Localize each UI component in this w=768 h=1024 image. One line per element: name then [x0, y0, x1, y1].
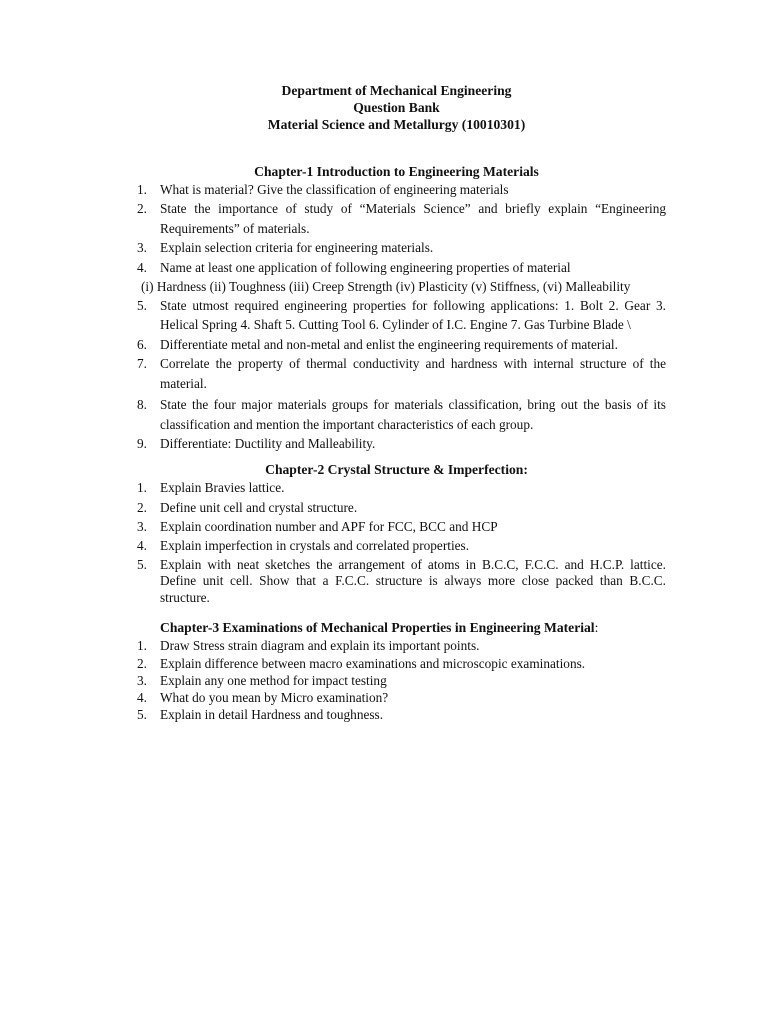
- question-4-sublist: (i) Hardness (ii) Toughness (iii) Creep Strength (iv) Plasticity (v) Stiffness, (vi) Malleability: [141, 279, 631, 295]
- question-number: 3.: [137, 672, 147, 688]
- question-number: 1.: [137, 182, 147, 197]
- question-text: Correlate the property of thermal conductivity and hardness with internal structure of the material.: [160, 356, 666, 391]
- question-number: 6.: [137, 336, 147, 352]
- question-text: Explain in detail Hardness and toughness.: [160, 707, 384, 723]
- question-text: What is material? Give the classification of engineering materials: [160, 182, 509, 197]
- question-item: [137, 655, 666, 672]
- department-title: Department of Mechanical Engineering: [281, 83, 512, 98]
- question-number: 2.: [137, 499, 147, 515]
- chapter-1-questions: [137, 180, 666, 453]
- question-item: [137, 557, 666, 607]
- question-item: [137, 434, 666, 453]
- question-item: [137, 296, 666, 335]
- chapter-3-heading-colon: :: [594, 620, 599, 636]
- question-number: 1.: [137, 480, 147, 496]
- question-text: Explain imperfection in crystals and correlated properties.: [160, 537, 470, 553]
- question-item: [137, 395, 666, 434]
- question-number: 9.: [137, 436, 147, 452]
- question-number: 3.: [137, 240, 147, 256]
- question-number: 2.: [137, 655, 147, 671]
- question-number: 4.: [137, 537, 147, 553]
- question-number: 1.: [137, 638, 147, 654]
- question-number: 5.: [137, 707, 147, 723]
- question-item: [137, 672, 666, 689]
- question-text: Explain Bravies lattice.: [160, 480, 285, 496]
- question-text: Differentiate metal and non-metal and enlist the engineering requirements of material.: [160, 336, 618, 352]
- subject-title: Material Science and Metallurgy (10010301): [267, 117, 526, 132]
- question-item: [137, 706, 666, 723]
- question-number: 7.: [137, 356, 147, 372]
- question-item: [137, 199, 666, 238]
- question-number: 2.: [137, 201, 147, 217]
- question-text: Define unit cell and crystal structure.: [160, 499, 358, 515]
- document-header: [127, 82, 666, 133]
- chapter-3-questions: [137, 637, 666, 723]
- question-item: [137, 500, 666, 517]
- question-text: Explain coordination number and APF for FCC, BCC and HCP: [160, 518, 498, 534]
- question-number: 4.: [137, 259, 147, 275]
- question-text: Explain any one method for impact testing: [160, 672, 387, 688]
- question-text: Explain selection criteria for engineering materials.: [160, 240, 434, 256]
- question-number: 5.: [137, 556, 147, 572]
- chapter-3-heading-text: Chapter-3 Examinations of Mechanical Properties in Engineering Material: [160, 620, 595, 636]
- question-text: State utmost required engineering properties for following applications: 1. Bolt 2. Gear 3. Helical Spring 4. Shaft 5. Cutting Tool 6. Cylinder of I.C. Engine 7. Gas Turbine Blade \: [160, 298, 666, 333]
- question-item: [137, 637, 666, 654]
- question-text: Explain difference between macro examinations and microscopic examinations.: [160, 655, 586, 671]
- question-item: [137, 519, 666, 536]
- question-text: Explain with neat sketches the arrangement of atoms in B.C.C, F.C.C. and H.C.P. lattice. Define unit cell. Show that a F.C.C. structure is always more close packed than B.C.C. structure.: [160, 556, 666, 605]
- question-item: [137, 480, 666, 497]
- question-number: 5.: [137, 298, 147, 314]
- question-item: [137, 354, 666, 393]
- question-text: State the importance of study of “Materials Science” and briefly explain “Engineering Requirements” of materials.: [160, 201, 666, 236]
- question-item: [137, 180, 666, 199]
- question-text: What do you mean by Micro examination?: [160, 689, 389, 705]
- question-item: [137, 335, 666, 354]
- document-type: Question Bank: [353, 100, 440, 115]
- question-number: 4.: [137, 689, 147, 705]
- chapter-1-heading: Chapter-1 Introduction to Engineering Materials: [254, 164, 539, 179]
- chapter-3-heading: [137, 619, 666, 636]
- question-number: 8.: [137, 397, 147, 413]
- question-item: [137, 538, 666, 555]
- chapter-2-heading: Chapter-2 Crystal Structure & Imperfection:: [265, 462, 528, 478]
- question-item: [137, 258, 666, 277]
- question-text: Draw Stress strain diagram and explain its important points.: [160, 638, 480, 654]
- question-text: Name at least one application of following engineering properties of material: [160, 259, 571, 275]
- question-text: State the four major materials groups for materials classification, bring out the basis of its classification and mention the important characteristics of each group.: [160, 397, 666, 432]
- chapter-2-questions: [137, 480, 666, 606]
- question-item: [137, 689, 666, 706]
- question-text: Differentiate: Ductility and Malleability.: [160, 436, 376, 452]
- question-number: 3.: [137, 518, 147, 534]
- question-item: [137, 238, 666, 257]
